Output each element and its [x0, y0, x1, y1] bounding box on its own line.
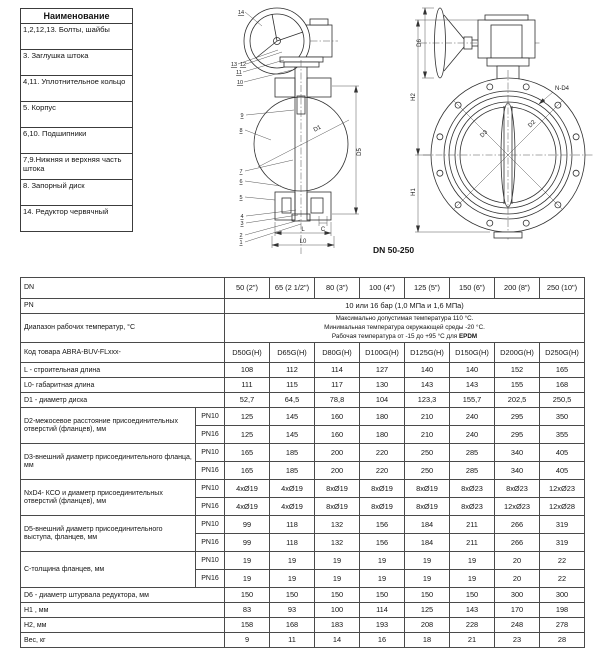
value-cell: 8xØ23 [450, 498, 495, 516]
value-cell: 8xØ19 [360, 498, 405, 516]
value-cell: 19 [360, 570, 405, 588]
spec-table [20, 277, 585, 648]
value-cell: 168 [270, 618, 315, 633]
callout-9: 9 [240, 113, 244, 119]
top-flange-section [275, 78, 331, 97]
value-cell: 11 [270, 633, 315, 648]
row-label: L0- габаритная длина [21, 378, 225, 393]
value-cell: 127 [360, 363, 405, 378]
parts-row-label: 4,11. Уплотнительное кольцо [21, 76, 133, 102]
bottom-boss [494, 232, 522, 238]
value-cell: 160 [315, 426, 360, 444]
dim-d3: D3 [479, 129, 490, 140]
value-cell: 285 [450, 462, 495, 480]
value-cell: 228 [450, 618, 495, 633]
parts-row [21, 24, 133, 50]
parts-row [21, 102, 133, 128]
temp-range-cell: Максимально допустимая температура 110 °C. Минимальная температура окружающей среды -20 °C. Рабочая температура от -15 до +95 °C для EPDM [225, 314, 585, 343]
value-cell: 123,3 [405, 393, 450, 408]
spec-row [21, 314, 585, 343]
value-cell: 150 [405, 588, 450, 603]
row-label: DN [21, 278, 225, 299]
value-cell: 200 [315, 444, 360, 462]
bolt-hole [487, 220, 493, 226]
value-cell: 180 [360, 408, 405, 426]
value-cell: 150 (6") [450, 278, 495, 299]
value-cell: 8xØ19 [405, 480, 450, 498]
value-cell: 8xØ19 [315, 480, 360, 498]
value-cell: 183 [315, 618, 360, 633]
value-cell: 405 [540, 444, 585, 462]
value-cell: 93 [270, 603, 315, 618]
value-cell: 19 [360, 552, 405, 570]
value-cell: 19 [315, 570, 360, 588]
spec-row [21, 363, 585, 378]
value-cell: 156 [360, 516, 405, 534]
value-cell: 132 [315, 516, 360, 534]
value-cell: 20 [495, 570, 540, 588]
value-cell: 198 [540, 603, 585, 618]
value-cell: 145 [270, 426, 315, 444]
value-cell: 64,5 [270, 393, 315, 408]
value-cell: 143 [405, 378, 450, 393]
stem-mount [280, 57, 323, 67]
value-cell: 125 [405, 603, 450, 618]
value-cell: 12xØ23 [540, 480, 585, 498]
value-cell: 140 [405, 363, 450, 378]
value-cell: 193 [360, 618, 405, 633]
value-cell: 8xØ19 [315, 498, 360, 516]
parts-row-label: 5. Корпус [21, 102, 133, 128]
value-cell: 19 [270, 570, 315, 588]
callout-3: 3 [240, 221, 244, 227]
value-cell: 19 [315, 552, 360, 570]
value-cell: 19 [450, 552, 495, 570]
parts-row-label: 1,2,12,13. Болты, шайбы [21, 24, 133, 50]
spec-row [21, 278, 585, 299]
value-cell: 145 [270, 408, 315, 426]
value-cell: 155,7 [450, 393, 495, 408]
value-cell: 266 [495, 516, 540, 534]
pn-cell: PN16 [196, 462, 225, 480]
value-cell: 22 [540, 570, 585, 588]
drawing-caption: DN 50-250 [373, 245, 415, 255]
dim-d2: D2 [527, 119, 538, 130]
row-label: D1 - диаметр диска [21, 393, 225, 408]
value-cell: 340 [495, 444, 540, 462]
value-cell: 220 [360, 462, 405, 480]
value-cell: 118 [270, 516, 315, 534]
row-label: Код товара ABRA-BUV-FLxxx- [21, 343, 225, 363]
dim-c: C [320, 227, 326, 233]
value-cell: 12xØ23 [495, 498, 540, 516]
value-cell: 150 [450, 588, 495, 603]
value-cell: D65G(H) [270, 343, 315, 363]
bolt-hole [523, 220, 529, 226]
value-cell: 170 [495, 603, 540, 618]
spec-row [21, 408, 585, 426]
value-cell: 150 [270, 588, 315, 603]
value-cell: 165 [225, 462, 270, 480]
pn-cell: PN10 [196, 444, 225, 462]
value-cell: 80 (3") [315, 278, 360, 299]
value-cell: 160 [315, 408, 360, 426]
callout-7: 7 [239, 169, 243, 175]
value-cell: 248 [495, 618, 540, 633]
spec-row [21, 588, 585, 603]
value-cell: 19 [225, 552, 270, 570]
pn-cell: PN16 [196, 498, 225, 516]
value-cell: 250 (10") [540, 278, 585, 299]
value-cell: 300 [495, 588, 540, 603]
callout-2: 2 [239, 233, 243, 239]
dim-l: L [301, 227, 305, 233]
value-cell: 355 [540, 426, 585, 444]
value-cell: 210 [405, 408, 450, 426]
value-cell: D150G(H) [450, 343, 495, 363]
row-label: L - строительная длина [21, 363, 225, 378]
callout-10: 10 [236, 80, 244, 86]
value-cell: 143 [450, 603, 495, 618]
value-cell: 4xØ19 [225, 480, 270, 498]
pn-cell: PN10 [196, 552, 225, 570]
value-cell: 250 [405, 462, 450, 480]
parts-row [21, 76, 133, 102]
bolt-hole [573, 134, 579, 140]
value-cell: 28 [540, 633, 585, 648]
parts-row-label: 6,10. Подшипники [21, 128, 133, 154]
value-cell: 52,7 [225, 393, 270, 408]
value-cell: 83 [225, 603, 270, 618]
spec-row [21, 444, 585, 462]
value-cell: 104 [360, 393, 405, 408]
value-cell: 200 [315, 462, 360, 480]
value-cell: 115 [270, 378, 315, 393]
bottom-flange-section [275, 192, 331, 221]
pn-cell: PN16 [196, 426, 225, 444]
value-cell: D50G(H) [225, 343, 270, 363]
value-cell: 140 [450, 363, 495, 378]
value-cell: 125 (5") [405, 278, 450, 299]
value-cell: 150 [225, 588, 270, 603]
value-cell: 184 [405, 534, 450, 552]
parts-row [21, 50, 133, 76]
spec-row [21, 516, 585, 534]
value-cell: 20 [495, 552, 540, 570]
dim-h2: H2 [411, 93, 417, 101]
parts-row [21, 154, 133, 180]
callout-5: 5 [239, 195, 243, 201]
callout-12: 12 [239, 62, 247, 68]
value-cell: 4xØ19 [270, 480, 315, 498]
value-cell: 22 [540, 552, 585, 570]
dim-d5: D5 [357, 148, 363, 156]
value-cell: 405 [540, 462, 585, 480]
value-cell: 99 [225, 534, 270, 552]
value-cell: 4xØ19 [270, 498, 315, 516]
value-cell: 111 [225, 378, 270, 393]
value-cell: 150 [360, 588, 405, 603]
value-cell: 158 [225, 618, 270, 633]
value-cell: 211 [450, 516, 495, 534]
value-cell: D250G(H) [540, 343, 585, 363]
value-cell: 8xØ19 [360, 480, 405, 498]
bolt-hole [573, 170, 579, 176]
gearbox-front [478, 15, 535, 79]
callout-1: 1 [239, 240, 243, 246]
spec-row [21, 343, 585, 363]
parts-row-label: 14. Редуктор червячный [21, 206, 133, 232]
value-cell: 8xØ23 [495, 480, 540, 498]
value-cell: 155 [495, 378, 540, 393]
dim-l0: L0 [299, 239, 307, 245]
spec-row [21, 552, 585, 570]
value-cell: 23 [495, 633, 540, 648]
bolt-hole [523, 84, 529, 90]
value-cell: 19 [270, 552, 315, 570]
value-cell: 295 [495, 408, 540, 426]
row-label: PN [21, 299, 225, 314]
parts-row-label: 3. Заглушка штока [21, 50, 133, 76]
value-cell: 50 (2") [225, 278, 270, 299]
value-cell: 210 [405, 426, 450, 444]
pn-cell: PN10 [196, 480, 225, 498]
value-cell: 19 [405, 570, 450, 588]
dim-d1: D1 [312, 124, 323, 134]
dim-h1: H1 [411, 188, 417, 196]
spec-row [21, 603, 585, 618]
parts-row [21, 206, 133, 232]
value-cell: 250 [405, 444, 450, 462]
value-cell: 266 [495, 534, 540, 552]
value-cell: 240 [450, 408, 495, 426]
callout-numbers [231, 10, 246, 246]
value-cell: 319 [540, 534, 585, 552]
value-cell: 165 [225, 444, 270, 462]
row-label: D3-внешний диаметр присоединительного фланца, мм [21, 444, 196, 480]
value-cell: 208 [405, 618, 450, 633]
value-cell: 278 [540, 618, 585, 633]
callout-11: 11 [236, 70, 242, 76]
pn-cell: PN16 [196, 534, 225, 552]
value-cell: 211 [450, 534, 495, 552]
value-cell: 114 [315, 363, 360, 378]
value-cell: 300 [540, 588, 585, 603]
value-cell: 100 (4") [360, 278, 405, 299]
row-label: H1 , мм [21, 603, 225, 618]
value-cell: 118 [270, 534, 315, 552]
value-cell: 18 [405, 633, 450, 648]
value-cell: 19 [405, 552, 450, 570]
parts-row [21, 128, 133, 154]
value-cell: 112 [270, 363, 315, 378]
value-cell: 340 [495, 462, 540, 480]
dim-d6: D6 [417, 39, 423, 47]
value-cell: 132 [315, 534, 360, 552]
spec-row [21, 378, 585, 393]
callout-14: 14 [237, 10, 245, 16]
spec-row [21, 480, 585, 498]
value-cell: 156 [360, 534, 405, 552]
pn-cell: PN10 [196, 516, 225, 534]
callout-13: 13 [230, 62, 238, 68]
row-label: D2-межосевое расстояние присоединительных отверстий (фланцев), мм [21, 408, 196, 444]
value-cell: 125 [225, 426, 270, 444]
value-cell: 168 [540, 378, 585, 393]
value-cell: 350 [540, 408, 585, 426]
parts-row [21, 180, 133, 206]
value-cell: 125 [225, 408, 270, 426]
pn-cell: PN10 [196, 408, 225, 426]
value-cell: D200G(H) [495, 343, 540, 363]
callout-8: 8 [239, 128, 243, 134]
value-cell: 108 [225, 363, 270, 378]
value-cell: 152 [495, 363, 540, 378]
value-cell: 295 [495, 426, 540, 444]
value-cell: 319 [540, 516, 585, 534]
value-cell: D125G(H) [405, 343, 450, 363]
pn-cell: PN16 [196, 570, 225, 588]
value-cell: 185 [270, 444, 315, 462]
value-cell: 99 [225, 516, 270, 534]
bolt-hole [437, 134, 443, 140]
value-cell: 240 [450, 426, 495, 444]
row-label: Диапазон рабочих температур, °C [21, 314, 225, 343]
value-cell: 21 [450, 633, 495, 648]
value-cell: 8xØ23 [450, 480, 495, 498]
value-cell: 143 [450, 378, 495, 393]
row-label: H2, мм [21, 618, 225, 633]
value-cell: 19 [225, 570, 270, 588]
value-cell: 8xØ19 [405, 498, 450, 516]
value-cell: 180 [360, 426, 405, 444]
spec-row [21, 618, 585, 633]
callout-4: 4 [240, 214, 244, 220]
value-cell: 100 [315, 603, 360, 618]
merged-cell: 10 или 16 бар (1,0 МПа и 1,6 МПа) [225, 299, 585, 314]
label-nd4: N-D4 [555, 86, 570, 92]
value-cell: 4xØ19 [225, 498, 270, 516]
bolt-hole [437, 170, 443, 176]
value-cell: 184 [405, 516, 450, 534]
spec-row [21, 393, 585, 408]
parts-table [20, 8, 133, 232]
value-cell: 65 (2 1/2") [270, 278, 315, 299]
value-cell: 12xØ28 [540, 498, 585, 516]
callout-6: 6 [239, 179, 243, 185]
spec-row [21, 633, 585, 648]
row-label: Вес, кг [21, 633, 225, 648]
bolt-hole [487, 84, 493, 90]
value-cell: 285 [450, 444, 495, 462]
value-cell: 19 [450, 570, 495, 588]
spec-row [21, 299, 585, 314]
side-view-drawing [226, 0, 376, 262]
value-cell: 114 [360, 603, 405, 618]
parts-table-header: Наименование [21, 9, 133, 24]
front-view-drawing [390, 0, 600, 262]
value-cell: 202,5 [495, 393, 540, 408]
row-label: D6 - диаметр штурвала редуктора, мм [21, 588, 225, 603]
value-cell: D100G(H) [360, 343, 405, 363]
value-cell: 150 [315, 588, 360, 603]
value-cell: 165 [540, 363, 585, 378]
value-cell: 9 [225, 633, 270, 648]
value-cell: 16 [360, 633, 405, 648]
value-cell: 78,8 [315, 393, 360, 408]
parts-row-label: 7,9.Нижняя и верхняя часть штока [21, 154, 133, 180]
parts-row-label: 8. Запорный диск [21, 180, 133, 206]
row-label: D5-внешний диаметр присоединительного выступа, фланцев, мм [21, 516, 196, 552]
row-label: NxD4- КСО и диаметр присоединительных отверстий (фланцев), мм [21, 480, 196, 516]
value-cell: 220 [360, 444, 405, 462]
value-cell: 14 [315, 633, 360, 648]
value-cell: 200 (8") [495, 278, 540, 299]
row-label: C-толщина фланцев, мм [21, 552, 196, 588]
value-cell: 185 [270, 462, 315, 480]
value-cell: 117 [315, 378, 360, 393]
value-cell: D80G(H) [315, 343, 360, 363]
value-cell: 130 [360, 378, 405, 393]
value-cell: 250,5 [540, 393, 585, 408]
